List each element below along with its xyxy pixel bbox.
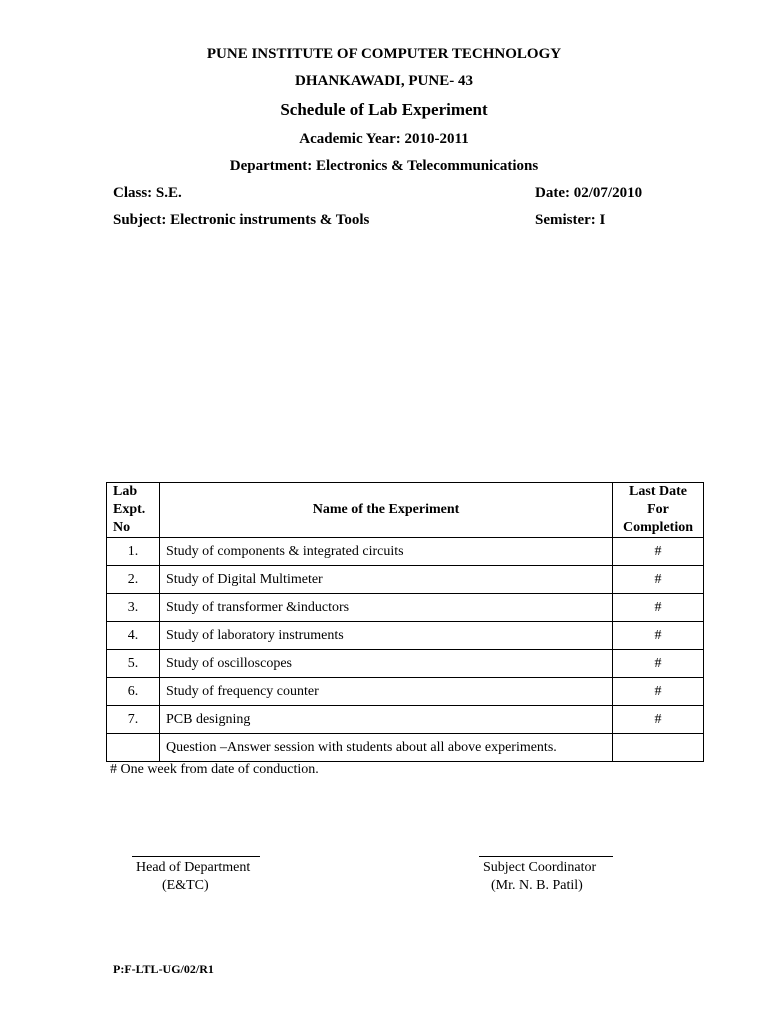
header-last-date-text: Last Date For Completion <box>623 484 693 535</box>
last-date: # <box>613 706 704 734</box>
experiment-name: Study of laboratory instruments <box>160 622 613 650</box>
header-expt-no <box>107 483 160 538</box>
last-date: # <box>613 622 704 650</box>
footnote: # One week from date of conduction. <box>110 762 319 777</box>
experiment-name: Study of transformer &inductors <box>160 594 613 622</box>
last-date: # <box>613 538 704 566</box>
last-date: # <box>613 678 704 706</box>
signature-detail-right: (Mr. N. B. Patil) <box>491 878 583 893</box>
table-row <box>107 706 704 734</box>
last-date: # <box>613 594 704 622</box>
table-row <box>107 734 704 762</box>
table-row <box>107 678 704 706</box>
last-date <box>613 734 704 762</box>
institute-address: DHANKAWADI, PUNE- 43 <box>295 73 473 89</box>
last-date: # <box>613 566 704 594</box>
expt-no: 6. <box>107 678 160 706</box>
header-last-date <box>613 483 704 538</box>
experiment-name: Study of oscilloscopes <box>160 650 613 678</box>
signature-line-right <box>479 856 613 857</box>
expt-no: 4. <box>107 622 160 650</box>
table-row <box>107 622 704 650</box>
last-date: # <box>613 650 704 678</box>
table-row <box>107 538 704 566</box>
semester-label: Semister: I <box>535 212 606 228</box>
expt-no: 5. <box>107 650 160 678</box>
experiment-name: Study of Digital Multimeter <box>160 566 613 594</box>
signature-role-right: Subject Coordinator <box>483 860 597 875</box>
date-label: Date: 02/07/2010 <box>535 185 643 201</box>
experiment-name: PCB designing <box>160 706 613 734</box>
signature-detail-left: (E&TC) <box>162 878 209 893</box>
header-experiment-name-text: Name of the Experiment <box>312 502 460 517</box>
experiment-name: Question –Answer session with students about all above experiments. <box>160 734 613 762</box>
expt-no: 7. <box>107 706 160 734</box>
header-experiment-name <box>160 483 613 538</box>
expt-no: 1. <box>107 538 160 566</box>
signature-role-left: Head of Department <box>136 860 251 875</box>
table-row <box>107 650 704 678</box>
table-row <box>107 566 704 594</box>
header-expt-no-text: Lab Expt. No <box>113 484 146 535</box>
form-code: P:F-LTL-UG/02/R1 <box>113 962 214 976</box>
expt-no: 3. <box>107 594 160 622</box>
signature-line-left <box>132 856 260 857</box>
table-header-row <box>107 483 704 538</box>
table-row <box>107 594 704 622</box>
experiment-schedule-table <box>106 482 704 762</box>
class-label: Class: S.E. <box>113 185 182 201</box>
expt-no <box>107 734 160 762</box>
department: Department: Electronics & Telecommunications <box>229 158 539 174</box>
experiment-name: Study of components & integrated circuits <box>160 538 613 566</box>
institute-name: PUNE INSTITUTE OF COMPUTER TECHNOLOGY <box>206 46 562 62</box>
expt-no: 2. <box>107 566 160 594</box>
academic-year: Academic Year: 2010-2011 <box>299 131 469 147</box>
subject-label: Subject: Electronic instruments & Tools <box>113 212 370 228</box>
page-title: Schedule of Lab Experiment <box>280 100 488 119</box>
experiment-name: Study of frequency counter <box>160 678 613 706</box>
